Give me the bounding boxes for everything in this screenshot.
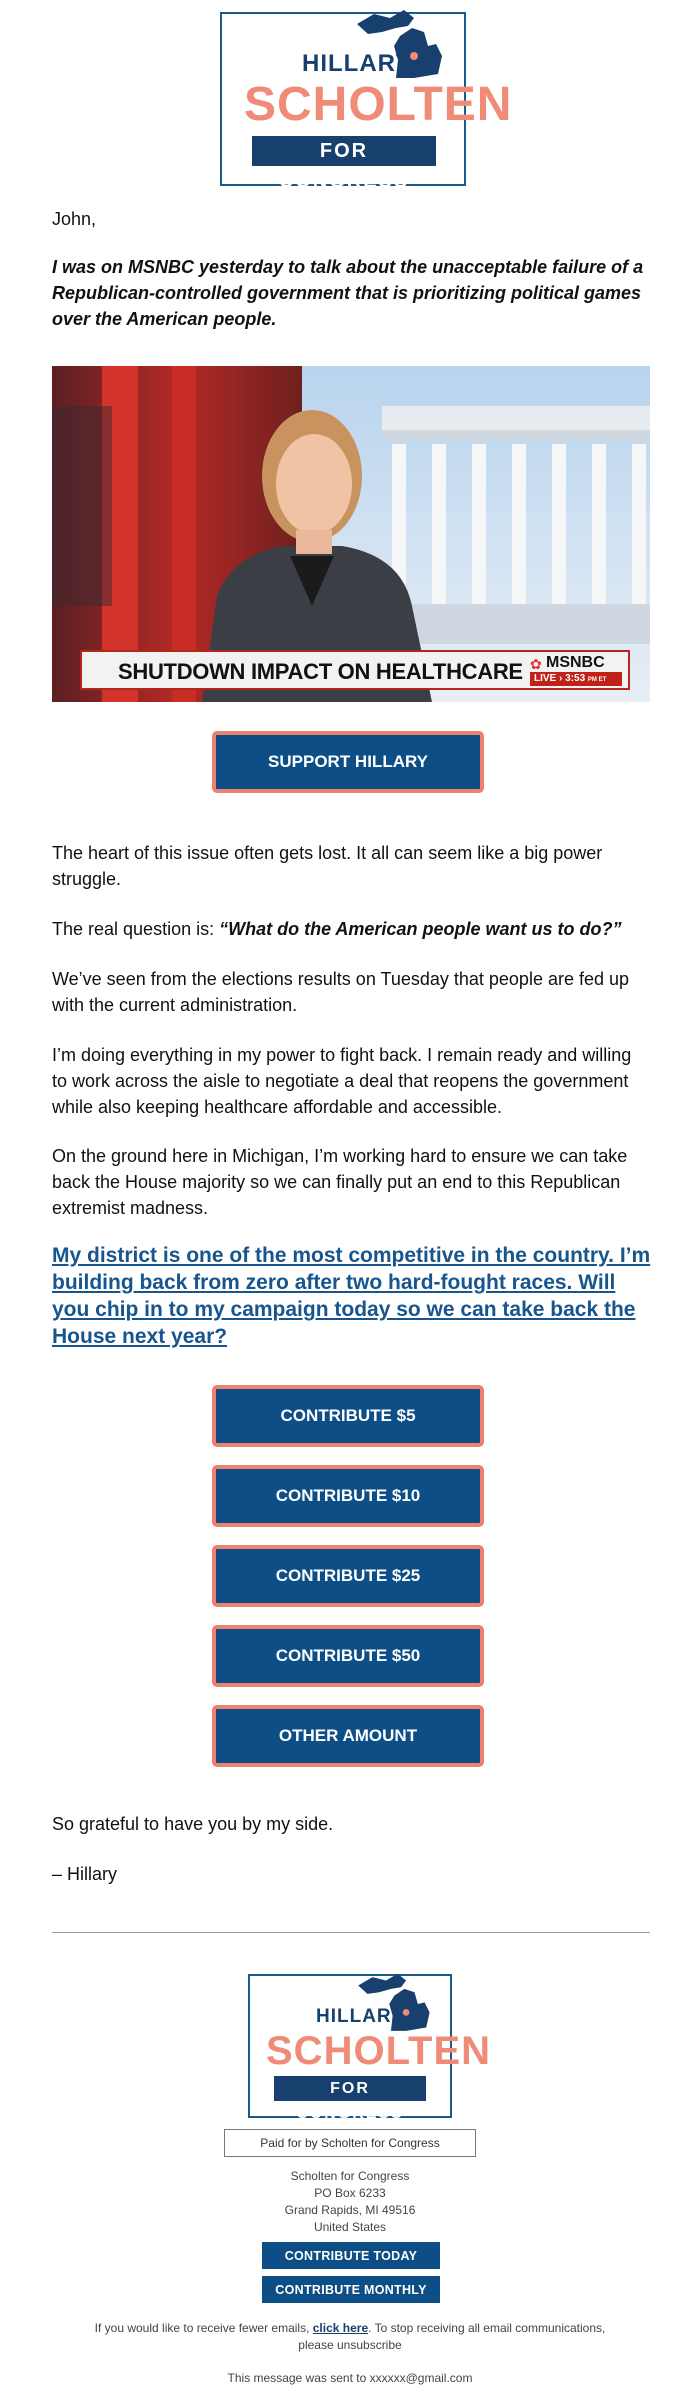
live-label: LIVE [534, 673, 557, 684]
intro-paragraph: I was on MSNBC yesterday to talk about the unacceptable failure of a Republican-controlled government that is prioritizing political games over the American people. [52, 257, 644, 329]
header-logo[interactable] [220, 12, 513, 192]
address-line-3: Grand Rapids, MI 49516 [284, 2203, 416, 2217]
paragraph-2-quote: “What do the American people want us to do?” [219, 919, 622, 939]
paid-for-box [224, 2129, 476, 2157]
paragraph-2-prefix: The real question is: [52, 919, 220, 939]
unsub-suffix: . To stop receiving all email communications, please unsubscribe [298, 2321, 606, 2352]
sent-to-notice: This message was sent to xxxxxx@gmail.com [227, 2371, 473, 2385]
logo-for-congress: FOR CONGRESS [252, 136, 436, 166]
address-line-4: United States [313, 2220, 387, 2234]
salutation: John, [52, 209, 97, 229]
logo-hillary: HILLARY [302, 50, 413, 77]
logo-scholten: SCHOLTEN [244, 78, 513, 131]
peacock-icon: ✿ [530, 656, 542, 672]
footer-divider [52, 1932, 650, 1933]
unsubscribe-notice [90, 2320, 610, 2354]
paid-for-text: Paid for by Scholten for Congress [260, 2136, 440, 2150]
chyron-bar [80, 650, 630, 690]
network-label: MSNBC [546, 654, 605, 671]
contribute-50-button[interactable]: CONTRIBUTE $50 [212, 1625, 484, 1687]
footer-logo-hillary: HILLARY [316, 2006, 405, 2027]
paragraph-1: The heart of this issue often gets lost. It all can seem like a big power struggle. [52, 843, 603, 889]
other-amount-button[interactable]: OTHER AMOUNT [212, 1705, 484, 1767]
fewer-emails-link[interactable]: click here [312, 2321, 369, 2335]
footer-logo-for-congress: FOR CONGRESS [274, 2076, 426, 2101]
closing-line: So grateful to have you by my side. [52, 1814, 334, 1834]
footer-logo[interactable] [248, 1974, 492, 2122]
msnbc-logo [528, 654, 624, 686]
paragraph-3: We’ve seen from the elections results on Tuesday that people are fed up with the current administration. [52, 969, 630, 1015]
live-ampm: PM ET [587, 677, 607, 683]
live-badge [530, 672, 622, 686]
live-time: 3:53 [565, 673, 586, 684]
paragraph-5: On the ground here in Michigan, I’m working hard to ensure we can take back the House majority so we can finally put an end to this Republican extremist madness. [52, 1146, 628, 1218]
unsub-prefix: If you would like to receive fewer emails, [94, 2321, 313, 2335]
paragraph-4: I’m doing everything in my power to fight back. I remain ready and willing to work across the aisle to negotiate a deal that reopens the government while also keeping healthcare affordable and accessible. [52, 1045, 632, 1117]
video-thumbnail[interactable] [52, 366, 650, 702]
paragraph-2 [52, 916, 648, 942]
footer-logo-scholten: SCHOLTEN [266, 2029, 492, 2073]
contribute-25-button[interactable]: CONTRIBUTE $25 [212, 1545, 484, 1607]
live-chevron-icon: › [559, 673, 566, 684]
contribute-today-button[interactable]: CONTRIBUTE TODAY [262, 2242, 440, 2269]
signoff: – Hillary [52, 1864, 118, 1884]
contribute-monthly-button[interactable]: CONTRIBUTE MONTHLY [262, 2276, 440, 2303]
chyron-text: SHUTDOWN IMPACT ON HEALTHCARE [118, 659, 523, 684]
contribute-10-button[interactable]: CONTRIBUTE $10 [212, 1465, 484, 1527]
support-hillary-button[interactable]: SUPPORT HILLARY [212, 731, 484, 793]
contribute-5-button[interactable]: CONTRIBUTE $5 [212, 1385, 484, 1447]
donation-ask-link[interactable]: My district is one of the most competitive in the country. I’m building back from zero after two hard-fought races. Will you chip in to my campaign today so we can take back the House next year? [52, 1244, 651, 1348]
address-line-2: PO Box 6233 [314, 2186, 386, 2200]
address-line-1: Scholten for Congress [290, 2169, 410, 2183]
